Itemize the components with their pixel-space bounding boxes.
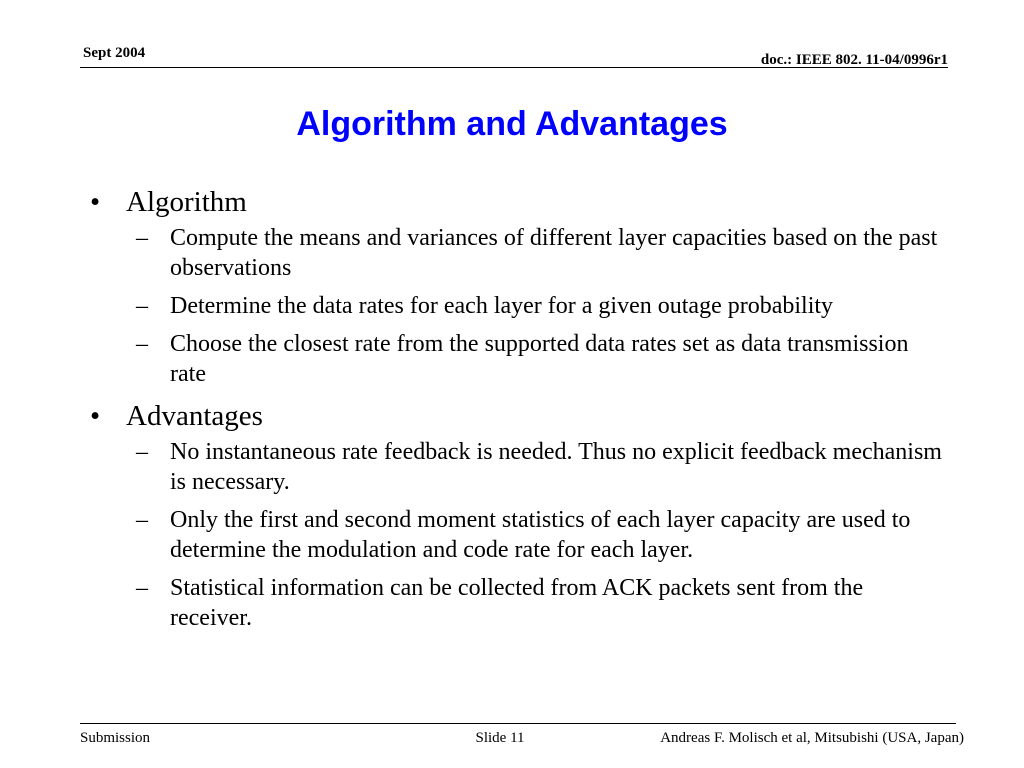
list-item-text: Only the first and second moment statistics of each layer capacity are used to determine the modulation and code rate for each layer.: [170, 507, 911, 563]
list-item: [84, 329, 944, 389]
list-item-text: No instantaneous rate feedback is needed. Thus no explicit feedback mechanism is necessary.: [170, 439, 942, 495]
list-item: [84, 223, 944, 283]
footer-submission: Submission: [80, 730, 151, 746]
dash-icon: –: [136, 225, 148, 251]
section-heading-text: Advantages: [126, 400, 263, 432]
bullet-icon: •: [90, 186, 101, 218]
dash-icon: –: [136, 439, 148, 465]
footer-divider: [80, 723, 956, 724]
dash-icon: –: [136, 293, 148, 319]
section-heading: [84, 397, 944, 435]
slide-title: Algorithm and Advantages: [296, 105, 728, 143]
dash-icon: –: [136, 507, 148, 533]
list-item: [84, 505, 944, 565]
list-item-text: Choose the closest rate from the supported data rates set as data transmission rate: [170, 331, 909, 387]
list-item: [84, 437, 944, 497]
section-heading-text: Algorithm: [126, 186, 247, 218]
header-date: Sept 2004: [83, 45, 146, 61]
section-items: [84, 437, 944, 633]
dash-icon: –: [136, 331, 148, 357]
section-heading: [84, 183, 944, 221]
section-items: [84, 223, 944, 389]
section-advantages: [84, 397, 944, 633]
list-item: [84, 291, 944, 321]
list-item-text: Determine the data rates for each layer for a given outage probability: [170, 293, 834, 319]
list-item-text: Statistical information can be collected from ACK packets sent from the receiver.: [170, 575, 864, 631]
slide-body: [84, 183, 944, 641]
footer-authors: Andreas F. Molisch et al, Mitsubishi (USA, Japan): [660, 730, 964, 746]
dash-icon: –: [136, 575, 148, 601]
header-divider: [80, 67, 948, 68]
footer-slide-number: Slide 11: [475, 730, 525, 746]
list-item: [84, 573, 944, 633]
list-item-text: Compute the means and variances of different layer capacities based on the past observations: [170, 225, 938, 281]
header-doc-id: doc.: IEEE 802. 11-04/0996r1: [760, 52, 948, 68]
bullet-icon: •: [90, 400, 101, 432]
section-algorithm: [84, 183, 944, 389]
